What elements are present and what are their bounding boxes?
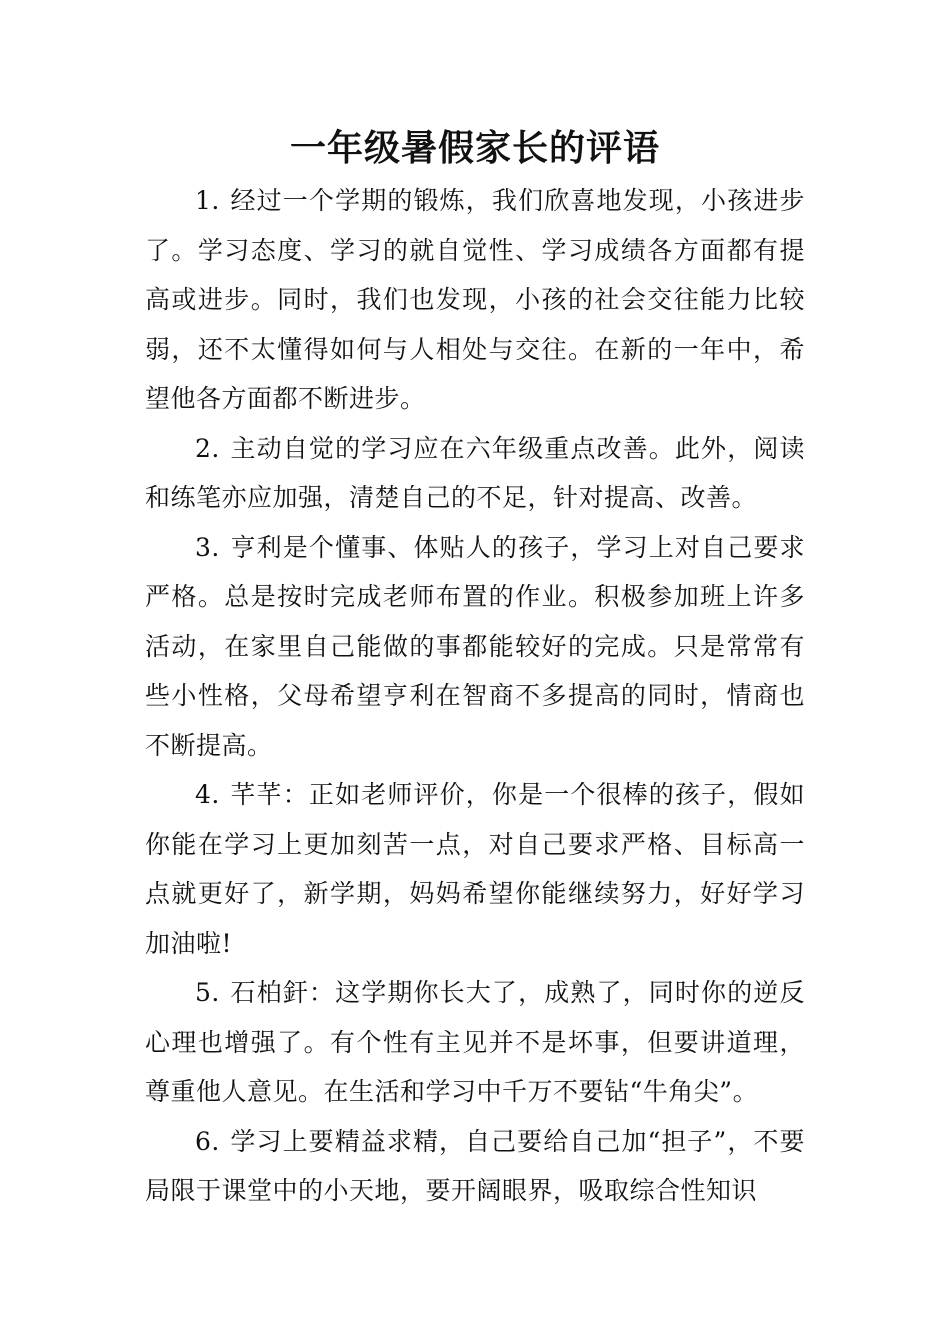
document-body <box>145 176 805 1216</box>
paragraph-text: 亨利是个懂事、体贴人的孩子，学习上对自己要求严格。总是按时完成老师布置的作业。积极参加班上许多活动，在家里自己能做的事都能较好的完成。只是常常有些小性格，父母希望亨利在智商不多提高的同时，情商也不断提高。 <box>145 532 805 760</box>
paragraph-text: 学习上要精益求精，自己要给自己加“担子”，不要局限于课堂中的小天地，要开阔眼界，吸取综合性知识 <box>145 1126 805 1205</box>
paragraph-text: 主动自觉的学习应在六年级重点改善。此外，阅读和练笔亦应加强，清楚自己的不足，针对提高、改善。 <box>145 433 805 512</box>
paragraph-3 <box>145 523 805 771</box>
paragraph-number: 5. <box>195 978 220 1007</box>
paragraph-number: 4. <box>195 780 220 809</box>
paragraph-2 <box>145 424 805 523</box>
paragraph-text: 石柏釬：这学期你长大了，成熟了，同时你的逆反心理也增强了。有个性有主见并不是坏事，但要讲道理，尊重他人意见。在生活和学习中千万不要钻“牛角尖”。 <box>145 978 805 1106</box>
paragraph-text: 芊芊：正如老师评价，你是一个很棒的孩子，假如你能在学习上更加刻苦一点，对自己要求严格、目标高一点就更好了，新学期，妈妈希望你能继续努力，好好学习加油啦! <box>145 780 805 958</box>
paragraph-number: 3. <box>195 532 220 562</box>
paragraph-4 <box>145 770 805 968</box>
document-title: 一年级暑假家长的评语 <box>289 128 660 169</box>
paragraph-number: 1. <box>195 186 220 215</box>
paragraph-number: 2. <box>195 433 220 463</box>
paragraph-number: 6. <box>195 1126 220 1156</box>
paragraph-5 <box>145 968 805 1117</box>
paragraph-text: 经过一个学期的锻炼，我们欣喜地发现，小孩进步了。学习态度、学习的就自觉性、学习成绩各方面都有提高或进步。同时，我们也发现，小孩的社会交往能力比较弱，还不太懂得如何与人相处与交往。在新的一年中，希望他各方面都不断进步。 <box>145 186 805 413</box>
paragraph-6 <box>145 1117 805 1216</box>
paragraph-1 <box>145 176 805 424</box>
